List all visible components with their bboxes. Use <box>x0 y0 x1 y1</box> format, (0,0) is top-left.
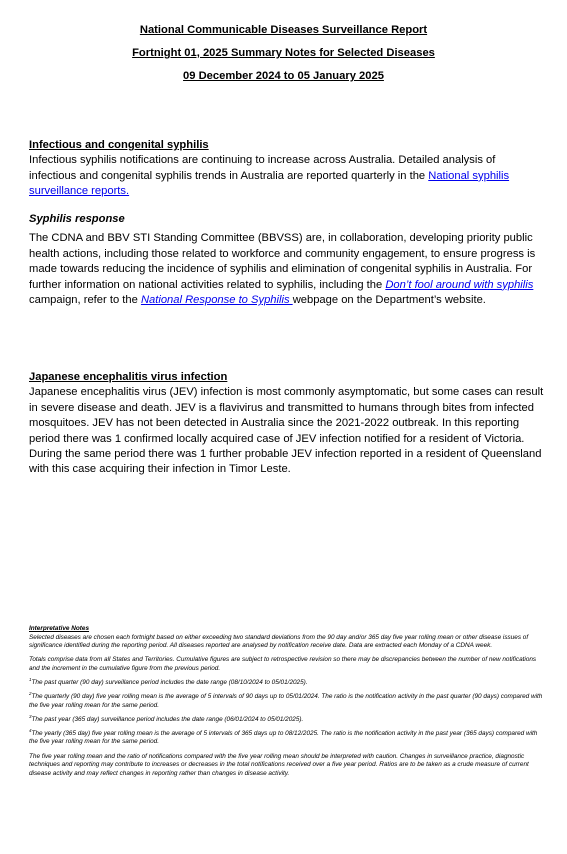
interpretative-notes <box>29 625 546 784</box>
footnote-2-mark: 2 <box>29 690 32 696</box>
report-date-range: 09 December 2024 to 05 January 2025 <box>183 70 384 82</box>
jev-paragraph: Japanese encephalitis virus (JEV) infection is most commonly asymptomatic, but some cases can result in severe disease and death. JEV is a flavivirus and transmitted to humans through bites from infected mosquitoes. JEV has not been detected in Australia since the 2021-2022 outbreak. In this reporting period there was 1 confirmed locally acquired case of JEV infection notified for a resident of Victoria. During the same period there was 1 further probable JEV infection reported in a resident of Queensland with this case acquiring their infection in Timor Leste. <box>29 386 544 476</box>
footnote-2-text: The quarterly (90 day) five year rolling mean is the average of 5 intervals of 90 days up to 05/01/2024. The ratio is the notification activity in the past quarter (90 days) compared with the five year rolling mean for the same period. <box>29 693 543 709</box>
footnote-1-mark: 1 <box>29 676 32 682</box>
syphilis-heading: Infectious and congenital syphilis <box>29 139 209 151</box>
footnote-4-mark: 4 <box>29 727 32 733</box>
notes-paragraph-2: Totals comprise data from all States and Territories. Cumulative figures are subject to retrospective revision so there may be discrepancies between the number of new notifications and the increment in the cumulative figure from the previous period. <box>29 656 537 672</box>
jev-section <box>29 370 544 478</box>
syphilis-response-paragraph <box>29 231 544 308</box>
footnote-3-text: The past year (365 day) surveillance period includes the date range (06/01/2024 to 05/01/2025). <box>31 715 304 723</box>
jev-heading: Japanese encephalitis virus infection <box>29 371 228 383</box>
syphilis-reports-link[interactable]: National syphilis surveillance reports. <box>29 169 510 198</box>
footnote-1 <box>29 676 546 688</box>
report-subtitle: Fortnight 01, 2025 Summary Notes for Selected Diseases <box>132 47 435 59</box>
response-text-3: webpage on the Department’s website. <box>292 294 486 307</box>
footnote-3-mark: 3 <box>29 713 32 719</box>
notes-title: Interpretative Notes <box>29 625 90 632</box>
footnote-4 <box>29 727 546 747</box>
report-title: National Communicable Diseases Surveillance Report <box>139 24 428 36</box>
syphilis-section <box>29 138 544 200</box>
syphilis-response-section <box>29 212 544 308</box>
footnote-3 <box>29 713 546 725</box>
notes-paragraph-last: The five year rolling mean and the ratio of notifications compared with the five year rolling mean should be interpreted with caution. Changes in surveillance practice, diagnostic techniques and reporting may contribute to increases or decreases in the total notifications received over a five year period. Ratios are to be taken as a crude measure of current disease activity and may reflect changes in reporting rather than changes in disease activity. <box>29 752 529 777</box>
response-text-2: campaign, refer to the <box>29 294 141 307</box>
syphilis-text: Infectious syphilis notifications are continuing to increase across Australia. Detailed analysis of infectious and congenital syphilis trends in Australia are reported quarterly in the <box>29 154 496 182</box>
footnote-1-text: The past quarter (90 day) surveillance period includes the date range (08/10/2024 to 05/01/2025). <box>31 678 308 686</box>
footnote-2 <box>29 690 546 710</box>
footnote-4-text: The yearly (365 day) five year rolling mean is the average of 5 intervals of 365 days up to 08/12/2025. The ratio is the notification activity in the past year (365 days) compared with the five year rolling mean for the same period. <box>29 729 538 746</box>
response-text-1: The CDNA and BBV STI Standing Committee (BBVSS) are, in collaboration, developing priority public health actions, including those related to workforce and community engagement, to ensure progress is made towards reducing the incidence of syphilis and elimination of congenital syphilis in Australia. For further information on national activities related to syphilis, including the <box>29 232 536 291</box>
syphilis-response-heading: Syphilis response <box>29 213 125 225</box>
notes-paragraph-1: Selected diseases are chosen each fortnight based on either exceeding two standard deviations from the 90 day and/or 365 day five year rolling mean or other disease issues of significance identified during the reporting period. All diseases reported are analysed by notification receive date. Data are extracted each Monday of a CDNA week. <box>29 633 529 650</box>
syphilis-paragraph <box>29 153 544 199</box>
national-response-link[interactable]: National Response to Syphilis <box>140 294 293 307</box>
dont-fool-around-link[interactable]: Don’t fool around with syphilis <box>385 278 534 291</box>
